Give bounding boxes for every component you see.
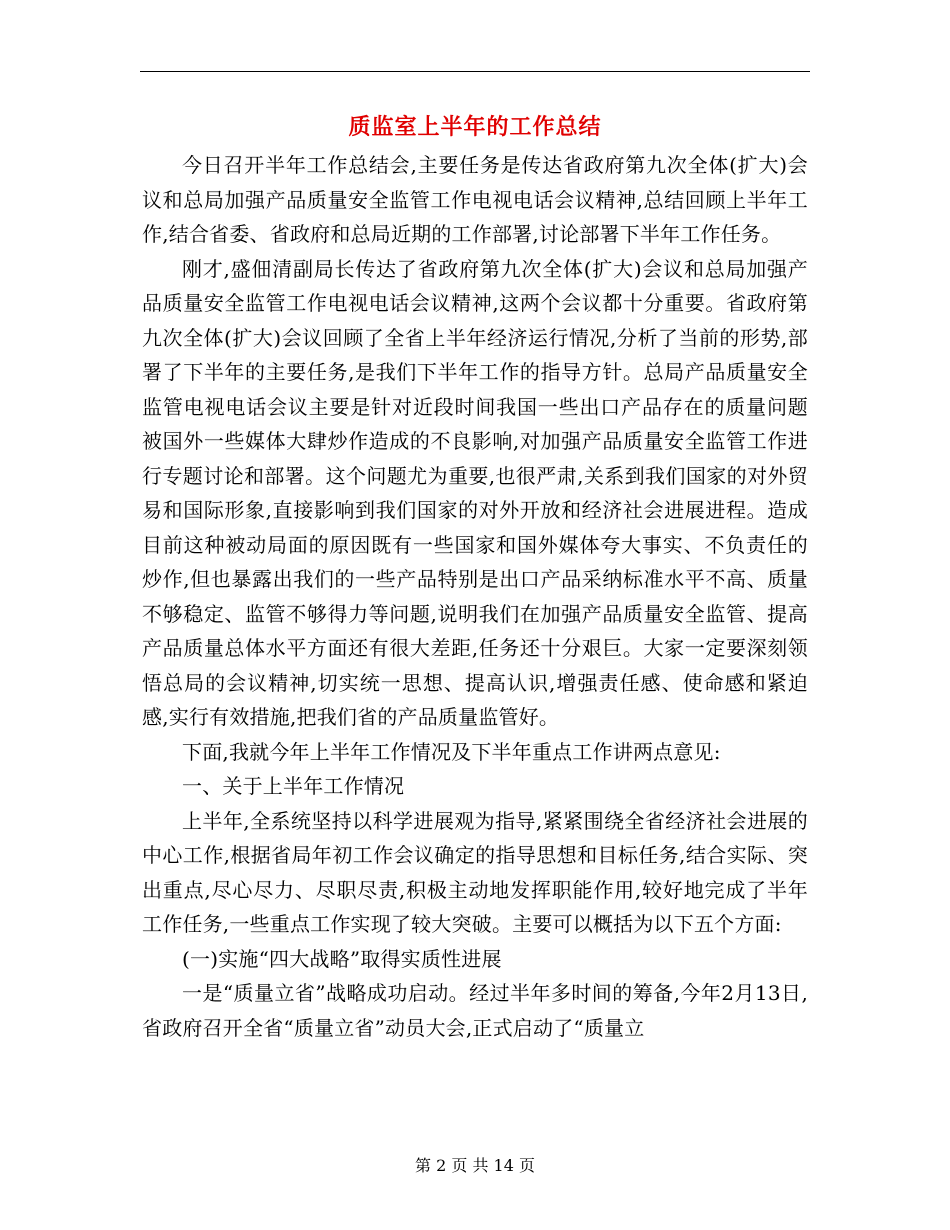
paragraph: 刚才,盛佃清副局长传达了省政府第九次全体(扩大)会议和总局加强产品质量安全监管工作电视电话会议精神,这两个会议都十分重要。省政府第九次全体(扩大)会议回顾了全省上半年经济运行情况,分析了当前的形势,部署了下半年的主要任务,是我们下半年工作的指导方针。总局产品质量安全监管电视电话会议主要是针对近段时间我国一些出口产品存在的质量问题被国外一些媒体大肆炒作造成的不良影响,对加强产品质量安全监管工作进行专题讨论和部署。这个问题尤为重要,也很严肃,关系到我们国家的对外贸易和国际形象,直接影响到我们国家的对外开放和经济社会进展进程。造成目前这种被动局面的原因既有一些国家和国外媒体夸大事实、不负责任的炒作,但也暴露出我们的一些产品特别是出口产品采纳标准水平不高、质量不够稳定、监管不够得力等问题,说明我们在加强产品质量安全监管、提高产品质量总体水平方面还有很大差距,任务还十分艰巨。大家一定要深刻领悟总局的会议精神,切实统一思想、提高认识,增强责任感、使命感和紧迫感,实行有效措施,把我们省的产品质量监管好。 bbox=[142, 256, 808, 729]
paragraph: 下面,我就今年上半年工作情况及下半年重点工作讲两点意见: bbox=[182, 739, 721, 764]
page-footer: 第 2 页 共 14 页 bbox=[415, 1156, 535, 1175]
document-body bbox=[142, 148, 808, 1045]
subsection-heading: (一)实施“四大战略”取得实质性进展 bbox=[182, 946, 502, 971]
section-heading: 一、关于上半年工作情况 bbox=[182, 774, 405, 798]
header-rule bbox=[140, 71, 810, 72]
paragraph: 一是“质量立省”战略成功启动。经过半年多时间的筹备,今年2月13日,省政府召开全省“质量立省”动员大会,正式启动了“质量立 bbox=[142, 981, 808, 1040]
paragraph: 今日召开半年工作总结会,主要任务是传达省政府第九次全体(扩大)会议和总局加强产品质量安全监管工作电视电话会议精神,总结回顾上半年工作,结合省委、省政府和总局近期的工作部署,讨论部署下半年工作任务。 bbox=[142, 153, 808, 246]
document-title: 质监室上半年的工作总结 bbox=[348, 114, 602, 140]
paragraph: 上半年,全系统坚持以科学进展观为指导,紧紧围绕全省经济社会进展的中心工作,根据省局年初工作会议确定的指导思想和目标任务,结合实际、突出重点,尽心尽力、尽职尽责,积极主动地发挥职能作用,较好地完成了半年工作任务,一些重点工作实现了较大突破。主要可以概括为以下五个方面: bbox=[142, 808, 808, 936]
